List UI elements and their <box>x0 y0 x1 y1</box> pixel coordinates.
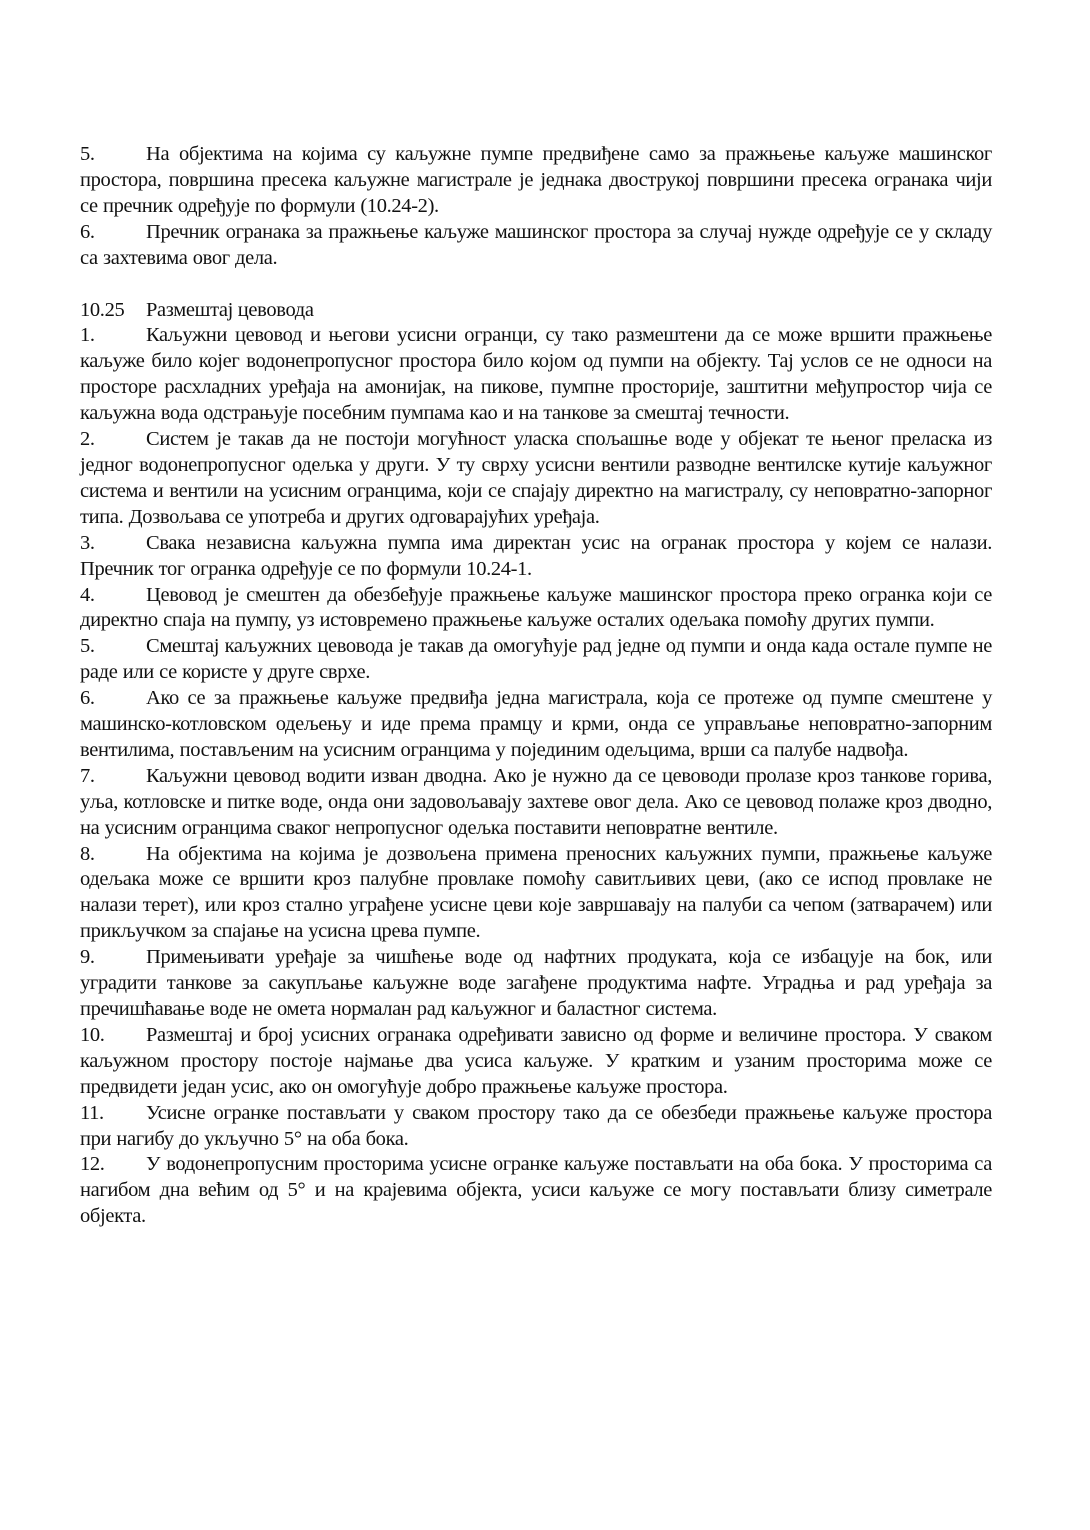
document-page <box>80 142 992 1230</box>
list-item <box>80 686 992 764</box>
item-number: 12. <box>80 1153 105 1176</box>
section-title: Размештај цевовода <box>146 298 314 321</box>
list-item <box>80 531 992 583</box>
item-text: У водонепропусним просторима усисне огранке каљуже постављати на оба бока. У просторима са нагибом дна већим од 5° и на крајевима објекта, усиси каљуже се могу постављати близу симетрале објекта. <box>80 1153 992 1228</box>
list-item <box>80 634 992 686</box>
item-text: Свака независна каљужна пумпа има директан усис на огранак простора у којем се налази. Пречник тог огранка одређује се по формули 10.24-1. <box>80 531 992 580</box>
item-text: Каљужни цевовод водити изван дводна. Ако је нужно да се цевоводи пролазе кроз танкове горива, уља, котловске и питке воде, онда они задовољавају захтеве овог дела. Ако се цевовод полаже кроз дводно, на усисним огранцима сваког непропусног одељка поставити неповратне вентиле. <box>80 764 992 839</box>
item-number: 9. <box>80 946 95 969</box>
spacer <box>80 272 992 298</box>
item-number: 6. <box>80 687 95 710</box>
item-number: 5. <box>80 635 95 658</box>
item-number: 8. <box>80 842 95 865</box>
list-item <box>80 945 992 1023</box>
item-number: 3. <box>80 531 95 554</box>
intro-item-5 <box>80 142 992 220</box>
item-text: Цевовод је смештен да обезбеђује пражњење каљуже машинског простора преко огранка који се директно спаја на пумпу, уз истовремено пражњење каљуже осталих одељака помоћу других пумпи. <box>80 583 992 632</box>
list-item <box>80 427 992 531</box>
list-item <box>80 842 992 946</box>
item-text: На објектима на којима су каљужне пумпе предвиђене само за пражњење каљуже машинског простора, површина пресека каљужне магистрале је једнака двострукој површини пресека огранака чији се пречник одређује по формули (10.24-2). <box>80 143 992 217</box>
item-number: 10. <box>80 1023 105 1046</box>
item-text: Смештај каљужних цевовода је такав да омогућује рад једне од пумпи и онда када остале пумпе не раде или се користе у друге сврхе. <box>80 635 992 684</box>
item-text: На објектима на којима је дозвољена примена преносних каљужних пумпи, пражњење каљуже одељака може се вршити кроз палубне провлаке помоћу савитљивих цеви, (ако се испод провлаке не налази терет), или кроз стално уграђене усисне цеви које завршавају на палуби са чепом (затварачем) или прикључком за спајање на усисна црева пумпе. <box>80 842 992 943</box>
item-text: Каљужни цевовод и његови усисни огранци, су тако размештени да се може вршити пражњење каљуже било којег водонепропусног простора било којом од пумпи на објекту. Тај услов се не односи на просторе расхладних уређаја на амонијак, на пикове, пумпне просторије, заштитни међупростор чија се каљужна вода одстрањује посебним пумпама као и на танкове за смештај течности. <box>80 324 992 425</box>
list-item <box>80 1023 992 1101</box>
section-heading <box>80 298 992 324</box>
section-number: 10.25 <box>80 298 125 321</box>
list-item <box>80 764 992 842</box>
list-item <box>80 1152 992 1230</box>
list-item <box>80 1101 992 1153</box>
item-number: 5. <box>80 143 95 165</box>
item-number: 11. <box>80 1101 104 1124</box>
item-number: 4. <box>80 583 95 606</box>
item-text: Ако се за пражњење каљуже предвиђа једна магистрала, која се протеже од пумпе смештене у машинско-котловском одељењу и иде према прамцу и крми, онда се управљање неповратно-запорним вентилима, постављеним на усисним огранцима у појединим одељцима, врши са палубе надвођа. <box>80 687 992 761</box>
item-number: 6. <box>80 220 95 243</box>
item-text: Размештај и број усисних огранака одређивати зависно од форме и величине простора. У сваком каљужном простору постоје најмање два усиса каљуже. У кратким и узаним просторима може се предвидети један усис, ако он омогућује добро пражњење каљуже простора. <box>80 1023 992 1098</box>
intro-item-6 <box>80 220 992 272</box>
item-number: 2. <box>80 428 95 451</box>
list-item <box>80 583 992 635</box>
item-number: 7. <box>80 764 95 787</box>
item-text: Пречник огранака за пражњење каљуже машинског простора за случај нужде одређује се у складу са захтевима овог дела. <box>80 220 992 269</box>
item-text: Примењивати уређаје за чишћење воде од нафтних продуката, која се избацује на бок, или уградити танкове за сакупљање каљужне воде загађене продуктима нафте. Уградња и рад уређаја за пречишћавање воде не омета нормалан рад каљужног и баластног система. <box>80 946 992 1020</box>
list-item <box>80 323 992 427</box>
item-text: Усисне огранке постављати у сваком простору тако да се обезбеди пражњење каљуже простора при нагибу до укључно 5° на оба бока. <box>80 1101 992 1150</box>
item-number: 1. <box>80 324 95 347</box>
item-text: Систем је такав да не постоји могућност уласка спољашње воде у објекат те њеног преласка из једног водонепропусног одељка у други. У ту сврху усисни вентили разводне вентилске кутије каљужног система и вентили на усисним огранцима, који се спајају директно на магистралу, су неповратно-запорног типа. Дозвољава се употреба и других одговарајућих уређаја. <box>80 428 992 528</box>
